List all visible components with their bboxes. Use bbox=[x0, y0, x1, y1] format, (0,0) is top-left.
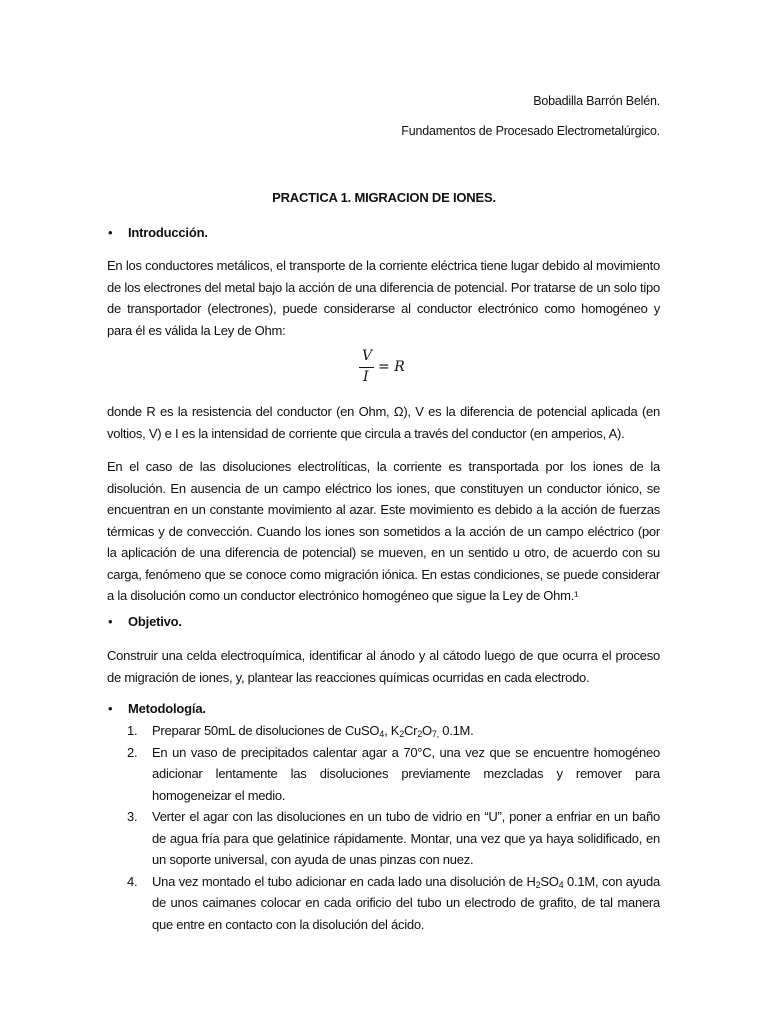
document-title: PRACTICA 1. MIGRACION DE IONES. bbox=[272, 190, 496, 205]
list-item bbox=[107, 720, 660, 742]
step-text: En un vaso de precipitados calentar agar a 70°C, una vez que se encuentre homogéneo adicionar lentamente las disoluciones previamente mezcladas y remover para homogeneizar el medio. bbox=[152, 744, 660, 803]
intro-paragraph-3: En el caso de las disoluciones electrolíticas, la corriente es transportada por los iones de la disolución. En ausencia de un campo eléctrico los iones, que constituyen un conductor iónico, se encuentran en un constante movimiento al azar. Este movimiento es debido a la acción de fuerzas térmicas y de convección. Cuando los iones son sometidos a la acción de un campo eléctrico (por la aplicación de una diferencia de potencial) se mueven, en un sentido u otro, de acuerdo con su carga, fenómeno que se conoce como migración iónica. En estas condiciones, se puede considerar a la disolución como un conductor electrónico homogéneo que sigue la Ley de Ohm.¹ bbox=[107, 459, 660, 603]
step-text: O bbox=[421, 723, 432, 738]
intro-paragraph-2: donde R es la resistencia del conductor (en Ohm, Ω), V es la diferencia de potencial aplicada (en voltios, V) e I es la intensidad de corriente que circula a través del conductor (en amperios, A). bbox=[107, 404, 660, 441]
formula-resistance: R bbox=[394, 359, 405, 375]
list-item bbox=[107, 742, 660, 807]
subscript: 4 bbox=[558, 879, 564, 890]
fraction-bar bbox=[359, 367, 374, 368]
list-item bbox=[107, 806, 660, 871]
bullet-icon: • bbox=[108, 614, 113, 629]
course-name: Fundamentos de Procesado Electrometalúrgico. bbox=[401, 124, 660, 138]
step-text: 0.1M. bbox=[438, 723, 474, 738]
step-text: Una vez montado el tubo adicionar en cada lado una disolución de H bbox=[152, 873, 536, 889]
step-number: 3. bbox=[127, 809, 138, 824]
step-text: Verter el agar con las disoluciones en un tubo de vidrio en “U”, poner a enfriar en un baño de agua fría para que gelatinice rápidamente. Montar, una vez que ya haya solidificado, en un soporte universal, con ayuda de unas pinzas con nuez. bbox=[152, 809, 660, 867]
step-text: 0.1M, con ayuda de unos caimanes colocar en cada orificio del tubo un electrodo de grafito, de tal manera que entre en contacto con la disolución del ácido. bbox=[152, 873, 660, 932]
list-item bbox=[107, 871, 660, 936]
bullet-icon: • bbox=[108, 225, 113, 240]
intro-paragraph-1: En los conductores metálicos, el transporte de la corriente eléctrica tiene lugar debido al movimiento de los electrones del metal bajo la acción de una diferencia de potencial. Por tratarse de un solo tipo de transportador (electrones), puede considerarse al conductor electrónico como homogéneo y para él es válida la Ley de Ohm: bbox=[107, 258, 660, 338]
step-number: 4. bbox=[127, 873, 138, 889]
objetivo-heading-label: Objetivo. bbox=[128, 614, 182, 629]
subscript: 4 bbox=[379, 729, 385, 739]
objetivo-heading bbox=[108, 614, 182, 629]
subscript: 2 bbox=[399, 729, 404, 739]
step-text: Preparar 50mL de disoluciones de CuSO bbox=[152, 723, 380, 738]
formula-rhs bbox=[378, 359, 405, 375]
author-name: Bobadilla Barrón Belén. bbox=[533, 94, 660, 108]
step-text: SO bbox=[540, 873, 559, 889]
bullet-icon: • bbox=[108, 701, 113, 716]
metodologia-heading-label: Metodología. bbox=[128, 701, 206, 716]
formula-equals: = bbox=[378, 359, 390, 375]
metodologia-heading bbox=[108, 701, 206, 716]
objetivo-paragraph: Construir una celda electroquímica, identificar al ánodo y al cátodo luego de que ocurra el proceso de migración de iones, y, plantear las reacciones químicas ocurridas en cada electrodo. bbox=[107, 648, 660, 685]
formula-denominator: I bbox=[363, 369, 369, 385]
step-text: , K bbox=[384, 723, 400, 738]
formula-numerator: V bbox=[362, 348, 373, 364]
methodology-steps bbox=[107, 720, 660, 935]
ohm-law-formula bbox=[356, 346, 420, 388]
step-number: 1. bbox=[127, 723, 138, 738]
subscript: 7, bbox=[431, 729, 439, 739]
subscript: 2 bbox=[417, 729, 422, 739]
intro-heading bbox=[108, 225, 208, 240]
step-text: Cr bbox=[403, 723, 418, 738]
intro-heading-label: Introducción. bbox=[128, 225, 208, 240]
step-number: 2. bbox=[127, 744, 138, 760]
subscript: 2 bbox=[535, 879, 541, 890]
